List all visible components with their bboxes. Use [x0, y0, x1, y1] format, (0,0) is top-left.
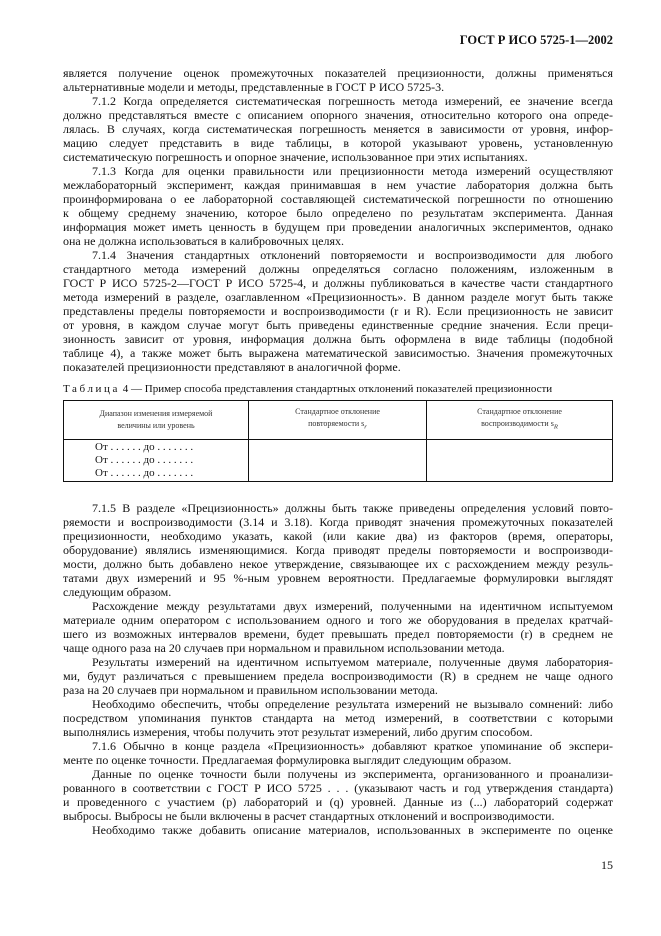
header-line: величины или уровень	[117, 421, 195, 430]
text-line: таблице 4), а также может быть выражена математической зависимостью. Значения промежуточных	[63, 346, 613, 360]
paragraph	[63, 94, 613, 164]
text-line: 7.1.3 Когда для оценки правильности или прецизионности метода измерений осуществляют	[92, 164, 613, 178]
text-line: она не должна использоваться в калибровочных целях.	[63, 234, 345, 248]
precision-table	[63, 400, 613, 482]
paragraph	[63, 697, 613, 739]
paragraph	[63, 248, 613, 374]
text-line: следующим образом.	[63, 585, 172, 599]
text-line: зионность зависит от уровня, информация должна быть оформлена в виде таблицы (подобной	[63, 332, 613, 346]
text-line: альтернативные модели и методы, представленные в ГОСТ Р ИСО 5725-3.	[63, 80, 445, 94]
table-row	[64, 440, 613, 482]
paragraph	[63, 164, 613, 248]
subscript: R	[553, 423, 558, 431]
paragraph	[63, 739, 613, 767]
header-line: повторяемости s	[308, 419, 365, 429]
paragraph	[63, 655, 613, 697]
header-line: Стандартное отклонение	[477, 407, 562, 417]
text-line: ГОСТ Р ИСО 5725-2—ГОСТ Р ИСО 5725-4, и должны публиковаться в качестве части стандартного	[63, 276, 613, 290]
range-line: От . . . . . . до . . . . . . .	[95, 441, 194, 453]
text-line: Результаты измерений на идентичном испытуемом материале, полученные двумя лаборатория-	[92, 655, 613, 669]
text-line: показателей прецизионности представляют в аналогичной форме.	[63, 360, 401, 374]
subscript: r	[364, 423, 367, 431]
text-line: рованного в соответствии с ГОСТ Р ИСО 5725 . . . (указывают часть и год утверждения стандарта)	[63, 781, 613, 795]
table-caption-text: — Пример способа представления стандартных отклонений показателей прецизионности	[131, 383, 553, 395]
reproducibility-cell	[427, 440, 613, 482]
text-line: ряемости и воспроизводимости (3.14 и 3.18). Когда приводят значения промежуточных показателей	[63, 515, 613, 529]
text-line: должно представляться вместе с описанием опорного значения, относительно которого она опреде-	[63, 108, 613, 122]
text-line: прецизионности, необходимо указать, какой (или какие два) из факторов (время, операторы,	[63, 529, 613, 543]
text-line: мости, должно быть добавлено некое утверждение, связывающее их с расхождением между резуль-	[63, 557, 613, 571]
text-line: 7.1.4 Значения стандартных отклонений повторяемости и воспроизводимости для любого	[92, 248, 613, 262]
header-repeatability	[249, 401, 427, 440]
text-line: межлабораторный эксперимент, каждая принимавшая в нем участие лаборатория должна быть	[63, 178, 613, 192]
text-line: ми, будут различаться с превышением предела воспроизводимости (R) в среднем не чаще одного	[63, 669, 613, 683]
text-line: систематическую погрешность и опорное значение, использованное при этих испытаниях.	[63, 150, 528, 164]
table-caption-label: Таблица	[63, 383, 120, 395]
text-line: Расхождение между результатами двух измерений, полученными на идентичном испытуемом	[92, 599, 613, 613]
text-line: выбросы. Выбросы не были включены в расчет стандартных отклонений и воспроизводимости.	[63, 809, 555, 823]
text-line: от уровня, в каждом случае могут быть приведены единственные средние значения. Если преци-	[63, 318, 613, 332]
paragraph	[63, 66, 613, 94]
text-line: татами двух измерений и 95 %-ным уровнем вероятности. Предлагаемые формулировки выглядят	[63, 571, 613, 585]
text-line: оборудование) являлись изменяющимися. Когда приводят пределы повторяемости и воспроизводи-	[63, 543, 613, 557]
paragraph	[63, 823, 613, 837]
text-line: 7.1.5 В разделе «Прецизионность» должны быть также приведены определения условий повто-	[92, 501, 613, 515]
repeatability-cell	[249, 440, 427, 482]
range-cell	[64, 440, 249, 482]
text-line: мацию следует представить в виде таблицы, в которой указывают уровень, установленную	[63, 136, 613, 150]
text-line: 7.1.6 Обычно в конце раздела «Прецизионность» добавляют краткое упоминание об экспери-	[92, 739, 613, 753]
text-line: Данные по оценке точности были получены из эксперимента, организованного и проанализи-	[92, 767, 613, 781]
paragraph	[63, 501, 613, 599]
document-header-id: ГОСТ Р ИСО 5725-1—2002	[459, 33, 613, 47]
table-caption	[63, 383, 552, 395]
text-line: посредством упоминания пунктов стандарта на метод измерений, в соответствии с которыми	[63, 711, 613, 725]
text-line: и проведенного с участием (p) лабораторий и (q) уровней. Данные из (...) лабораторий содержат	[63, 795, 613, 809]
page-number: 15	[601, 858, 613, 872]
range-line: От . . . . . . до . . . . . . .	[95, 454, 194, 466]
bottom-text-block	[63, 501, 613, 837]
text-line: 7.1.2 Когда определяется систематическая погрешность метода измерений, ее значение всегда	[92, 94, 613, 108]
top-text-block	[63, 66, 613, 374]
text-line: стандартного метода измерений должны определяться согласно положениям, изложенным в	[63, 262, 613, 276]
text-line: менте по оценке точности. Предлагаемая формулировка выглядит следующим образом.	[63, 753, 512, 767]
text-line: проинформирована о ее лабораторной составляющей систематической погрешности по отношению	[63, 192, 613, 206]
text-line: метода измерений в разделе, озаглавленном «Прецизионность». В данном разделе могут быть также	[63, 290, 613, 304]
text-line: шего из возможных интервалов времени, будет превышать предел повторяемости (r) в среднем не	[63, 627, 613, 641]
table-header-row	[64, 401, 613, 440]
text-line: к общему среднему значению, которое было определено по результатам эксперимента. Данная	[63, 206, 613, 220]
text-line: материале одним оператором с использованием одного и того же оборудования в пределах кратчай-	[63, 613, 613, 627]
range-line: От . . . . . . до . . . . . . .	[95, 467, 194, 479]
paragraph	[63, 599, 613, 655]
header-line: Стандартное отклонение	[295, 407, 380, 417]
header-line: Диапазон изменения измеряемой	[99, 409, 213, 418]
text-line: выполнялись измерения, чтобы получить этот результат измерений, либо другим способом.	[63, 725, 533, 739]
header-line: воспроизводимости s	[481, 419, 554, 429]
text-line: чаще одного раза на 20 случаев при нормальном и правильном использовании метода.	[63, 641, 505, 655]
header-range	[64, 401, 249, 440]
table-caption-number: 4	[122, 383, 129, 395]
header-reproducibility	[427, 401, 613, 440]
text-line: Необходимо обеспечить, чтобы определение результата измерений не вызывало сомнений: либо	[92, 697, 613, 711]
text-line: информация может иметь ценность в будущем при проведении аналогичных экспериментов, однако	[63, 220, 613, 234]
text-line: лялась. В случаях, когда систематическая погрешность меняется в зависимости от уровня, инфор-	[63, 122, 613, 136]
text-line: раза на 20 случаев при нормальном и правильном использовании метода.	[63, 683, 438, 697]
text-line: Необходимо также добавить описание материалов, использованных в эксперименте по оценке	[92, 823, 613, 837]
text-line: представлены пределы повторяемости и воспроизводимости (r и R). Если прецизионность не зависит	[63, 304, 613, 318]
text-line: является получение оценок промежуточных показателей прецизионности, должны применяться	[63, 66, 613, 80]
paragraph	[63, 767, 613, 823]
